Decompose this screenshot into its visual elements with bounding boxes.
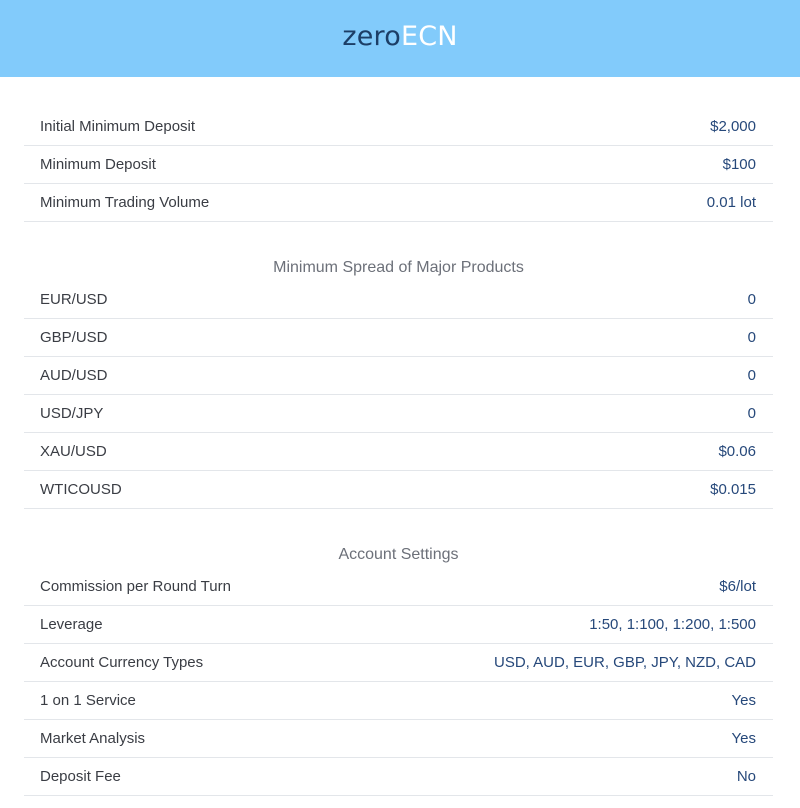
account-row-deposit-fee: [24, 758, 773, 796]
account-value: No: [736, 768, 756, 785]
account-settings-section: [24, 542, 773, 796]
spread-row-wticousd: [24, 471, 773, 509]
spread-label: WTICOUSD: [40, 481, 122, 498]
spread-row-eurusd: [24, 281, 773, 319]
basic-requirements-section: [24, 108, 773, 222]
spec-row-initial-minimum-deposit: [24, 108, 773, 146]
spread-value: 0: [747, 291, 756, 308]
account-value: USD, AUD, EUR, GBP, JPY, NZD, CAD: [493, 654, 756, 671]
account-value: Yes: [731, 692, 756, 709]
spread-row-audusd: [24, 357, 773, 395]
zeroecn-logo: [342, 23, 457, 50]
spread-row-gbpusd: [24, 319, 773, 357]
spread-label: GBP/USD: [40, 329, 108, 346]
section-title-spread: Minimum Spread of Major Products: [273, 259, 524, 276]
spread-label: EUR/USD: [40, 291, 108, 308]
account-row-leverage: [24, 606, 773, 644]
spec-row-minimum-deposit: [24, 146, 773, 184]
account-value: Yes: [731, 730, 756, 747]
spread-value: $0.015: [710, 481, 756, 498]
account-row-currency-types: [24, 644, 773, 682]
spread-label: USD/JPY: [40, 405, 104, 422]
account-label: Deposit Fee: [40, 768, 121, 785]
account-row-market-analysis: [24, 720, 773, 758]
spec-value: 0.01 lot: [706, 194, 756, 211]
account-value: 1:50, 1:100, 1:200, 1:500: [589, 616, 756, 633]
account-label: Market Analysis: [40, 730, 146, 747]
spread-label: AUD/USD: [40, 367, 108, 384]
spec-row-minimum-trading-volume: [24, 184, 773, 222]
logo-ecn-text: ECN: [400, 21, 458, 52]
account-row-commission: [24, 568, 773, 606]
spread-value: 0: [747, 329, 756, 346]
spread-row-xauusd: [24, 433, 773, 471]
spec-value: $100: [722, 156, 756, 173]
spread-value: 0: [747, 367, 756, 384]
account-row-one-on-one-service: [24, 682, 773, 720]
header-bar: [0, 0, 800, 77]
account-spec-table: [24, 108, 773, 796]
account-label: Leverage: [40, 616, 103, 633]
spec-value: $2,000: [710, 118, 756, 135]
account-value: $6/lot: [719, 578, 756, 595]
spec-label: Initial Minimum Deposit: [40, 118, 196, 135]
spread-row-usdjpy: [24, 395, 773, 433]
spread-value: 0: [747, 405, 756, 422]
account-label: 1 on 1 Service: [40, 692, 136, 709]
spread-value: $0.06: [718, 443, 756, 460]
spec-label: Minimum Deposit: [40, 156, 156, 173]
spread-section: [24, 255, 773, 509]
section-title-account-settings: Account Settings: [338, 546, 459, 563]
account-label: Commission per Round Turn: [40, 578, 231, 595]
spec-label: Minimum Trading Volume: [40, 194, 210, 211]
logo-zero-text: zero: [342, 21, 401, 52]
account-label: Account Currency Types: [40, 654, 204, 671]
spread-label: XAU/USD: [40, 443, 107, 460]
